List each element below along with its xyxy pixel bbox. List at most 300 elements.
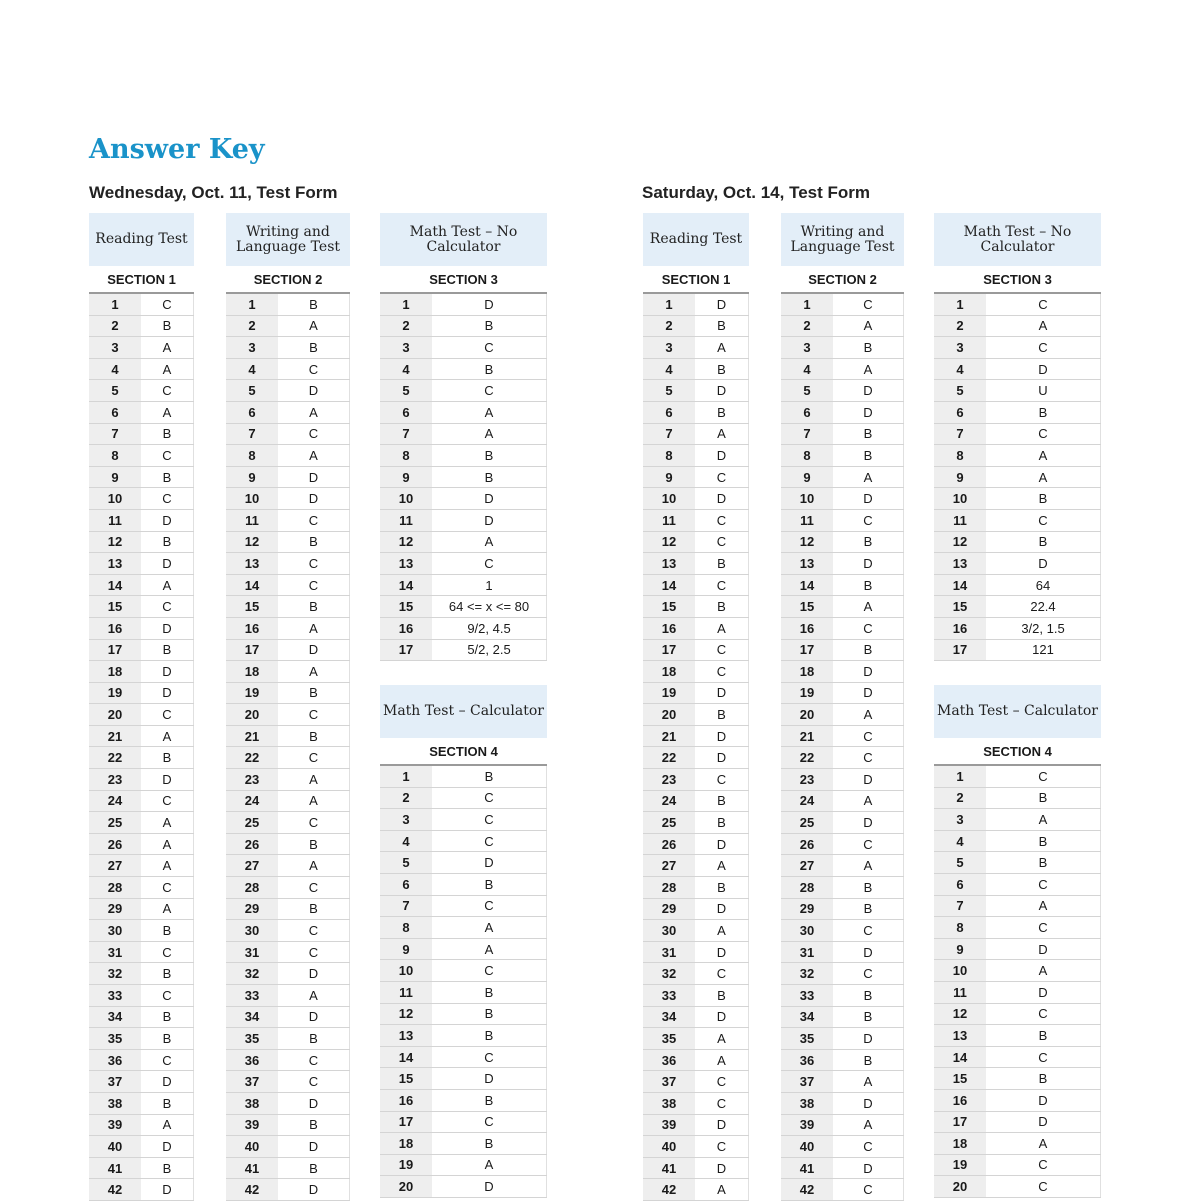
question-number: 20	[380, 1176, 432, 1197]
answer-cell: B	[432, 445, 547, 466]
answer-cell: C	[695, 769, 749, 790]
answer-cell: B	[833, 899, 904, 920]
table-row	[934, 575, 1101, 597]
question-number: 25	[226, 812, 278, 833]
question-number: 13	[380, 1025, 432, 1046]
table-row	[781, 316, 904, 338]
table-row	[226, 402, 350, 424]
answer-cell: D	[278, 1093, 350, 1114]
question-number: 12	[934, 1004, 986, 1025]
question-number: 1	[934, 294, 986, 315]
question-number: 2	[380, 788, 432, 809]
answer-cell: B	[141, 532, 194, 553]
table-row	[781, 1115, 904, 1137]
answer-cell: B	[432, 359, 547, 380]
question-number: 27	[781, 855, 833, 876]
question-number: 20	[643, 704, 695, 725]
answer-cell: B	[432, 982, 547, 1003]
answer-cell: A	[986, 896, 1101, 917]
answer-cell: B	[833, 640, 904, 661]
answer-cell: D	[833, 402, 904, 423]
answer-cell: A	[278, 985, 350, 1006]
answer-cell: B	[432, 1133, 547, 1154]
table-row	[89, 1179, 194, 1201]
answer-cell: C	[278, 424, 350, 445]
question-number: 27	[226, 855, 278, 876]
answer-cell: D	[695, 488, 749, 509]
table-row	[380, 982, 547, 1004]
question-number: 10	[226, 488, 278, 509]
table-row	[781, 1136, 904, 1158]
table-row	[226, 467, 350, 489]
table-row	[643, 920, 749, 942]
table-row	[934, 553, 1101, 575]
table-row	[380, 316, 547, 338]
question-number: 8	[380, 917, 432, 938]
question-number: 22	[643, 747, 695, 768]
answer-cell: D	[833, 553, 904, 574]
answer-cell: A	[432, 532, 547, 553]
table-row	[643, 661, 749, 683]
answer-cell: C	[141, 445, 194, 466]
table-row	[226, 553, 350, 575]
table-row	[380, 1004, 547, 1026]
answer-cell: C	[986, 917, 1101, 938]
answer-cell: C	[278, 704, 350, 725]
question-number: 5	[89, 380, 141, 401]
question-number: 18	[643, 661, 695, 682]
answer-cell: B	[141, 1158, 194, 1179]
answer-cell: A	[141, 359, 194, 380]
answer-cell: A	[278, 445, 350, 466]
table-row	[226, 294, 350, 316]
table-row	[89, 575, 194, 597]
answer-cell: D	[278, 488, 350, 509]
answer-cell: C	[278, 510, 350, 531]
table-row	[89, 1093, 194, 1115]
question-number: 36	[781, 1050, 833, 1071]
question-number: 25	[643, 812, 695, 833]
answer-cell: C	[986, 1047, 1101, 1068]
question-number: 7	[89, 424, 141, 445]
table-row	[89, 359, 194, 381]
answer-cell: D	[986, 359, 1101, 380]
table-row	[226, 359, 350, 381]
answer-cell: B	[986, 831, 1101, 852]
table-row	[643, 791, 749, 813]
question-number: 31	[781, 942, 833, 963]
table-row	[380, 1047, 547, 1069]
table-header: Writing and Language Test	[781, 213, 904, 266]
question-number: 13	[934, 553, 986, 574]
answer-cell: A	[141, 402, 194, 423]
table-row	[226, 963, 350, 985]
question-number: 38	[89, 1093, 141, 1114]
table-row	[934, 766, 1101, 788]
question-number: 5	[934, 380, 986, 401]
answer-cell: D	[141, 769, 194, 790]
answer-cell: D	[141, 553, 194, 574]
table-row	[89, 294, 194, 316]
question-number: 17	[934, 640, 986, 661]
table-row	[934, 831, 1101, 853]
table-row	[934, 939, 1101, 961]
answer-cell: B	[695, 985, 749, 1006]
question-number: 16	[89, 618, 141, 639]
table-row	[781, 294, 904, 316]
question-number: 37	[89, 1071, 141, 1092]
question-number: 31	[226, 942, 278, 963]
answer-cell: C	[986, 766, 1101, 787]
table-row	[380, 359, 547, 381]
table-row	[781, 1093, 904, 1115]
table-row	[226, 510, 350, 532]
answer-cell: C	[278, 1050, 350, 1071]
answer-cell: A	[278, 791, 350, 812]
form-title-saturday: Saturday, Oct. 14, Test Form	[642, 183, 870, 202]
table-row	[226, 618, 350, 640]
question-number: 31	[89, 942, 141, 963]
table-row	[781, 445, 904, 467]
question-number: 3	[934, 337, 986, 358]
answer-cell: A	[141, 855, 194, 876]
table-row	[934, 788, 1101, 810]
table-row	[89, 424, 194, 446]
table-row	[934, 1090, 1101, 1112]
question-number: 14	[226, 575, 278, 596]
table-row	[89, 467, 194, 489]
answer-cell: A	[833, 596, 904, 617]
table-row	[380, 618, 547, 640]
answer-cell: C	[432, 1112, 547, 1133]
question-number: 29	[781, 899, 833, 920]
question-number: 22	[226, 747, 278, 768]
table-row	[934, 316, 1101, 338]
answer-cell: 9/2, 4.5	[432, 618, 547, 639]
table-row	[781, 553, 904, 575]
answer-cell: A	[141, 1115, 194, 1136]
question-number: 4	[380, 831, 432, 852]
question-number: 1	[380, 294, 432, 315]
answer-cell: 121	[986, 640, 1101, 661]
table-row	[781, 510, 904, 532]
question-number: 34	[781, 1007, 833, 1028]
table-row	[380, 960, 547, 982]
answer-cell: 3/2, 1.5	[986, 618, 1101, 639]
question-number: 4	[934, 831, 986, 852]
answer-cell: D	[695, 294, 749, 315]
question-number: 9	[781, 467, 833, 488]
question-number: 9	[380, 467, 432, 488]
table-row	[89, 1115, 194, 1137]
answer-cell: C	[833, 920, 904, 941]
question-number: 22	[781, 747, 833, 768]
question-number: 36	[226, 1050, 278, 1071]
table-row	[89, 812, 194, 834]
answer-cell: B	[986, 1025, 1101, 1046]
question-number: 11	[643, 510, 695, 531]
question-number: 25	[781, 812, 833, 833]
answer-cell: D	[986, 1112, 1101, 1133]
question-number: 2	[643, 316, 695, 337]
question-number: 9	[643, 467, 695, 488]
answer-rows	[781, 294, 904, 1201]
answer-cell: C	[141, 596, 194, 617]
answer-cell: D	[141, 510, 194, 531]
question-number: 40	[226, 1136, 278, 1157]
answer-cell: D	[278, 1007, 350, 1028]
answer-cell: A	[986, 809, 1101, 830]
answer-cell: D	[695, 380, 749, 401]
question-number: 27	[643, 855, 695, 876]
answer-cell: B	[833, 337, 904, 358]
answer-cell: D	[141, 1179, 194, 1200]
question-number: 41	[226, 1158, 278, 1179]
table-row	[934, 510, 1101, 532]
answer-cell: B	[833, 532, 904, 553]
answer-cell: B	[833, 445, 904, 466]
answer-cell: A	[432, 402, 547, 423]
question-number: 39	[643, 1115, 695, 1136]
table-row	[934, 294, 1101, 316]
question-number: 18	[380, 1133, 432, 1154]
question-number: 11	[934, 510, 986, 531]
table-row	[226, 683, 350, 705]
question-number: 4	[380, 359, 432, 380]
answer-table-math-no-calc-sat	[934, 213, 1101, 661]
question-number: 7	[380, 896, 432, 917]
question-number: 9	[226, 467, 278, 488]
answer-cell: D	[278, 640, 350, 661]
answer-cell: B	[278, 834, 350, 855]
answer-cell: C	[278, 920, 350, 941]
table-row	[380, 294, 547, 316]
answer-cell: D	[986, 553, 1101, 574]
question-number: 8	[781, 445, 833, 466]
question-number: 11	[226, 510, 278, 531]
question-number: 12	[781, 532, 833, 553]
table-row	[781, 834, 904, 856]
answer-table-writing-sat	[781, 213, 904, 1201]
table-row	[226, 899, 350, 921]
table-row	[781, 726, 904, 748]
answer-cell: B	[432, 467, 547, 488]
table-row	[380, 553, 547, 575]
question-number: 33	[226, 985, 278, 1006]
answer-rows	[226, 294, 350, 1201]
question-number: 12	[380, 532, 432, 553]
question-number: 3	[380, 809, 432, 830]
table-row	[781, 877, 904, 899]
answer-cell: D	[695, 683, 749, 704]
page-title: Answer Key	[89, 134, 265, 165]
table-row	[89, 596, 194, 618]
question-number: 26	[226, 834, 278, 855]
question-number: 2	[934, 316, 986, 337]
question-number: 23	[643, 769, 695, 790]
answer-cell: B	[695, 791, 749, 812]
question-number: 28	[89, 877, 141, 898]
answer-cell: C	[432, 788, 547, 809]
table-row	[781, 488, 904, 510]
table-row	[89, 1071, 194, 1093]
answer-cell: D	[141, 1071, 194, 1092]
question-number: 4	[643, 359, 695, 380]
table-row	[781, 337, 904, 359]
answer-cell: C	[432, 831, 547, 852]
question-number: 11	[380, 510, 432, 531]
table-row	[226, 1158, 350, 1180]
question-number: 7	[643, 424, 695, 445]
question-number: 14	[380, 575, 432, 596]
question-number: 3	[89, 337, 141, 358]
table-row	[226, 1071, 350, 1093]
question-number: 9	[89, 467, 141, 488]
table-row	[643, 747, 749, 769]
answer-cell: C	[278, 359, 350, 380]
question-number: 5	[226, 380, 278, 401]
question-number: 29	[643, 899, 695, 920]
question-number: 38	[781, 1093, 833, 1114]
question-number: 30	[226, 920, 278, 941]
table-row	[380, 896, 547, 918]
question-number: 7	[226, 424, 278, 445]
table-row	[934, 445, 1101, 467]
answer-cell: D	[432, 488, 547, 509]
answer-cell: C	[986, 1004, 1101, 1025]
table-row	[380, 1112, 547, 1134]
section-label: SECTION 2	[226, 266, 350, 294]
question-number: 15	[643, 596, 695, 617]
answer-cell: B	[986, 488, 1101, 509]
table-row	[89, 726, 194, 748]
question-number: 4	[89, 359, 141, 380]
answer-cell: C	[141, 294, 194, 315]
question-number: 1	[226, 294, 278, 315]
table-row	[226, 769, 350, 791]
table-row	[89, 316, 194, 338]
table-row	[643, 1115, 749, 1137]
answer-cell: A	[278, 402, 350, 423]
answer-cell: C	[695, 640, 749, 661]
table-row	[380, 424, 547, 446]
answer-cell: D	[432, 852, 547, 873]
answer-cell: C	[432, 337, 547, 358]
question-number: 9	[934, 939, 986, 960]
answer-cell: C	[986, 424, 1101, 445]
table-row	[643, 704, 749, 726]
answer-cell: C	[833, 726, 904, 747]
question-number: 23	[226, 769, 278, 790]
answer-cell: C	[833, 618, 904, 639]
question-number: 20	[89, 704, 141, 725]
answer-cell: D	[695, 899, 749, 920]
question-number: 23	[781, 769, 833, 790]
table-row	[781, 424, 904, 446]
table-row	[781, 532, 904, 554]
table-row	[89, 337, 194, 359]
table-row	[89, 683, 194, 705]
answer-table-reading-sat	[643, 213, 749, 1201]
answer-cell: B	[432, 874, 547, 895]
answer-cell: B	[278, 683, 350, 704]
table-row	[934, 1004, 1101, 1026]
question-number: 29	[89, 899, 141, 920]
table-row	[380, 1176, 547, 1198]
answer-cell: B	[141, 1093, 194, 1114]
answer-cell: A	[278, 769, 350, 790]
answer-cell: C	[833, 1179, 904, 1200]
answer-cell: A	[833, 359, 904, 380]
answer-cell: B	[432, 1004, 547, 1025]
answer-cell: D	[278, 963, 350, 984]
answer-cell: C	[278, 877, 350, 898]
question-number: 11	[934, 982, 986, 1003]
answer-cell: C	[432, 1047, 547, 1068]
table-row	[226, 704, 350, 726]
table-row	[89, 747, 194, 769]
question-number: 19	[643, 683, 695, 704]
table-row	[380, 766, 547, 788]
table-row	[643, 877, 749, 899]
question-number: 7	[934, 424, 986, 445]
answer-cell: C	[141, 488, 194, 509]
question-number: 10	[89, 488, 141, 509]
question-number: 12	[643, 532, 695, 553]
table-row	[643, 726, 749, 748]
answer-cell: C	[986, 510, 1101, 531]
answer-cell: C	[833, 963, 904, 984]
answer-cell: B	[278, 294, 350, 315]
answer-cell: A	[141, 726, 194, 747]
table-row	[380, 467, 547, 489]
question-number: 36	[89, 1050, 141, 1071]
question-number: 6	[226, 402, 278, 423]
table-row	[89, 985, 194, 1007]
table-row	[380, 1068, 547, 1090]
question-number: 40	[89, 1136, 141, 1157]
answer-cell: C	[986, 1155, 1101, 1176]
answer-cell: D	[432, 1068, 547, 1089]
table-row	[934, 596, 1101, 618]
answer-cell: C	[833, 1136, 904, 1157]
table-row	[226, 445, 350, 467]
answer-cell: B	[278, 899, 350, 920]
table-row	[781, 1179, 904, 1201]
answer-cell: A	[141, 337, 194, 358]
answer-cell: A	[695, 855, 749, 876]
table-row	[380, 1133, 547, 1155]
table-row	[226, 791, 350, 813]
table-row	[643, 1179, 749, 1201]
answer-cell: B	[278, 596, 350, 617]
table-row	[934, 960, 1101, 982]
question-number: 8	[934, 917, 986, 938]
answer-cell: B	[695, 316, 749, 337]
answer-cell: B	[141, 920, 194, 941]
answer-cell: A	[833, 316, 904, 337]
table-row	[89, 855, 194, 877]
answer-cell: A	[833, 1071, 904, 1092]
question-number: 14	[934, 1047, 986, 1068]
answer-cell: B	[833, 575, 904, 596]
question-number: 6	[89, 402, 141, 423]
answer-cell: D	[986, 982, 1101, 1003]
answer-cell: A	[986, 1133, 1101, 1154]
table-row	[226, 942, 350, 964]
table-row	[934, 380, 1101, 402]
question-number: 33	[89, 985, 141, 1006]
